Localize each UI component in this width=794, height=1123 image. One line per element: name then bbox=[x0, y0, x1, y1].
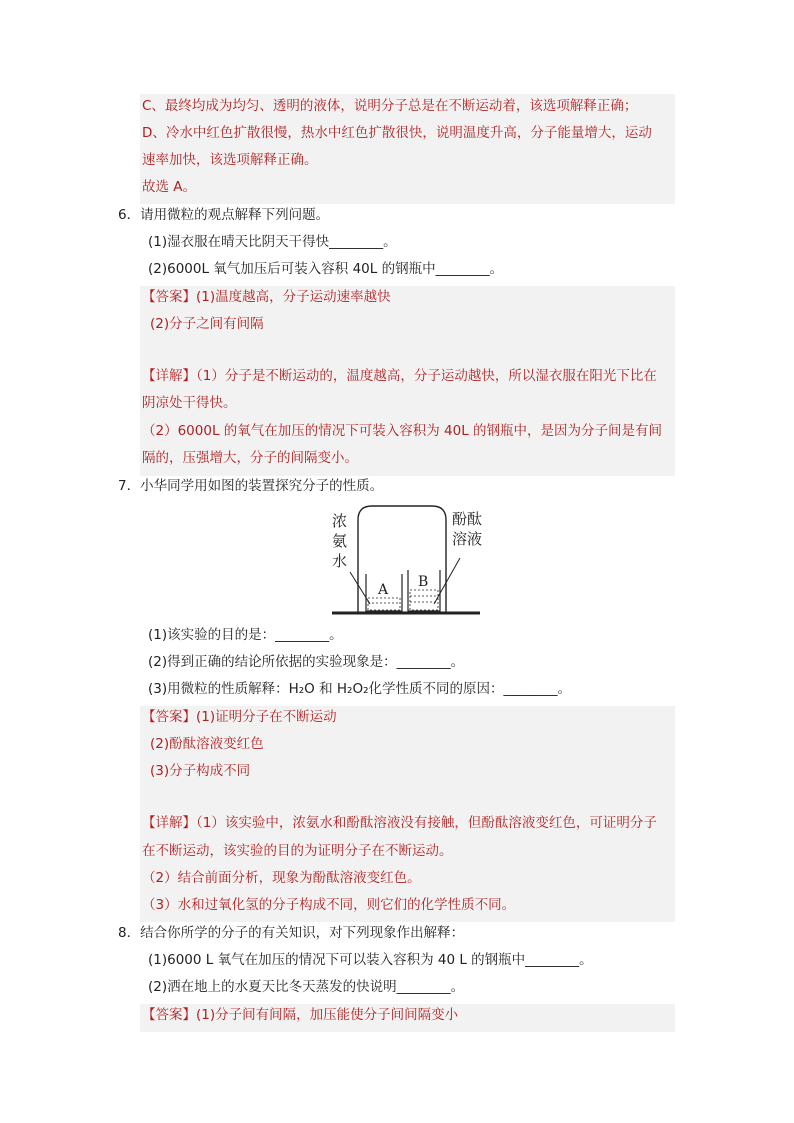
question-8-sub1: (1)6000 L 氧气在加压的情况下可以装入容积为 40 L 的钢瓶中________。 bbox=[148, 952, 593, 968]
question-7-sub3: (3)用微粒的性质解释：H₂O 和 H₂O₂化学性质不同的原因：________。 bbox=[148, 681, 571, 697]
label-right-1: 酚酞 bbox=[452, 510, 483, 528]
question-6-answer1: 【答案】(1)温度越高，分子运动速率越快 bbox=[142, 289, 391, 305]
experiment-apparatus-figure bbox=[328, 500, 488, 620]
question-7-answer2: (2)酚酞溶液变红色 bbox=[150, 736, 264, 752]
question-8-stem: 8．结合你所学的分子的有关知识，对下列现象作出解释： bbox=[118, 925, 465, 941]
analysis-option-d-line2: 速率加快，该选项解释正确。 bbox=[142, 152, 318, 168]
question-6-detail1-line2: 阴凉处干得快。 bbox=[142, 395, 237, 411]
question-7-detail2: （2）结合前面分析，现象为酚酞溶液变红色。 bbox=[142, 870, 421, 886]
beaker-a-label: A bbox=[378, 582, 389, 598]
question-6-answer2: (2)分子之间有间隔 bbox=[150, 316, 264, 332]
question-8-answer1: 【答案】(1)分子间有间隔，加压能使分子间间隔变小 bbox=[142, 1007, 459, 1023]
question-7-detail1-line2: 在不断运动，该实验的目的为证明分子在不断运动。 bbox=[142, 843, 453, 859]
label-left-3: 水 bbox=[332, 552, 348, 570]
question-7-sub1: (1)该实验的目的是：________。 bbox=[148, 627, 343, 643]
analysis-option-d-line1: D、冷水中红色扩散很慢，热水中红色扩散很快，说明温度升高，分子能量增大，运动 bbox=[142, 125, 652, 141]
question-6-detail2-line1: （2）6000L 的氧气在加压的情况下可装入容积为 40L 的钢瓶中，是因为分子间是有间 bbox=[142, 423, 663, 439]
question-6-detail1-line1: 【详解】（1）分子是不断运动的，温度越高，分子运动越快，所以湿衣服在阳光下比在 bbox=[142, 368, 657, 384]
question-6-sub2: (2)6000L 氧气加压后可装入容积 40L 的钢瓶中________。 bbox=[148, 261, 504, 277]
label-left-2: 氨 bbox=[332, 532, 348, 550]
pointer-line-right bbox=[434, 558, 460, 604]
label-left-1: 浓 bbox=[332, 512, 348, 530]
question-7-stem: 7．小华同学用如图的装置探究分子的性质。 bbox=[118, 478, 384, 494]
question-6-stem: 6．请用微粒的观点解释下列问题。 bbox=[118, 207, 330, 223]
beaker-b-label: B bbox=[418, 574, 429, 590]
question-7-answer3: (3)分子构成不同 bbox=[150, 763, 251, 779]
question-6-detail2-line2: 隔的，压强增大，分子的间隔变小。 bbox=[142, 450, 358, 466]
question-7-detail1-line1: 【详解】（1）该实验中，浓氨水和酚酞溶液没有接触，但酚酞溶液变红色，可证明分子 bbox=[142, 815, 657, 831]
label-right-2: 溶液 bbox=[452, 530, 483, 548]
pointer-line-left bbox=[350, 572, 370, 604]
analysis-conclusion: 故选 A。 bbox=[142, 179, 197, 195]
question-7-sub2: (2)得到正确的结论所依据的实验现象是：________。 bbox=[148, 654, 465, 670]
question-7-answer1: 【答案】(1)证明分子在不断运动 bbox=[142, 709, 337, 725]
question-6-sub1: (1)湿衣服在晴天比阴天干得快________。 bbox=[148, 234, 397, 250]
question-8-sub2: (2)洒在地上的水夏天比冬天蒸发的快说明________。 bbox=[148, 979, 465, 995]
analysis-option-c: C、最终均成为均匀、透明的液体，说明分子总是在不断运动着，该选项解释正确； bbox=[142, 98, 638, 114]
question-7-detail3: （3）水和过氧化氢的分子构成不同，则它们的化学性质不同。 bbox=[142, 897, 516, 913]
